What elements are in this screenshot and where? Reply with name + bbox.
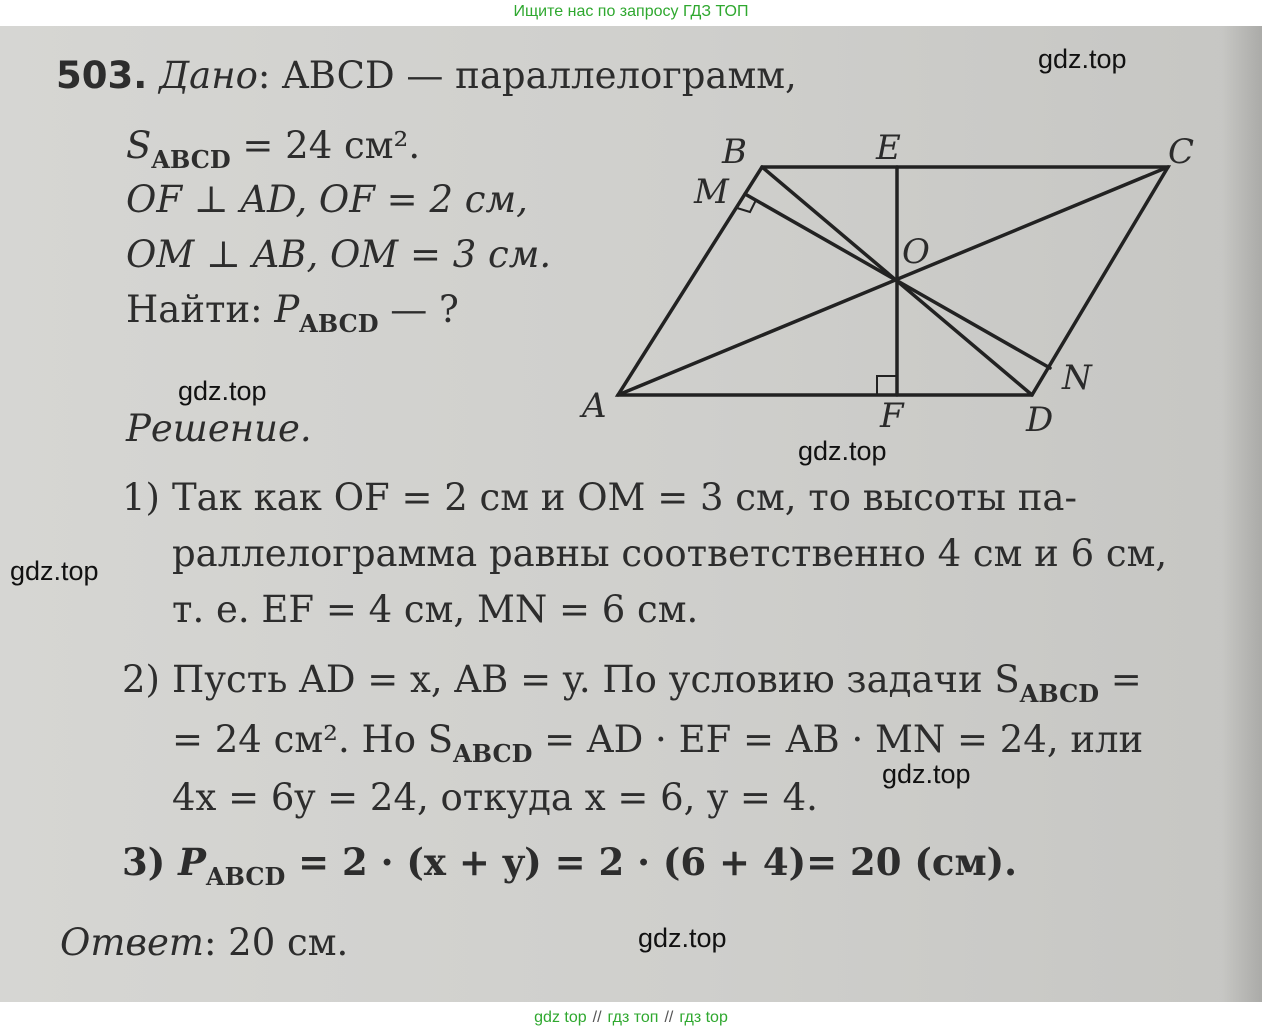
watermark: gdz.top xyxy=(10,556,99,586)
textbook-page xyxy=(0,26,1262,1002)
area-condition: $S_{ABCD} = 24$ см². xyxy=(126,124,421,174)
answer-line xyxy=(60,921,348,965)
watermark: gdz.top xyxy=(638,923,727,953)
bottom-link-2[interactable]: гдз топ xyxy=(607,1009,659,1026)
condition-of: OF ⊥ AD, OF = 2 см, xyxy=(126,178,528,221)
step3-line: 3) $P_{ABCD} = 2 \cdot (x + y) = 2 \cdot (6 + 4)= 20$ (см). xyxy=(122,840,1017,891)
label-a: A xyxy=(582,386,607,426)
watermark: gdz.top xyxy=(798,436,887,466)
label-e: E xyxy=(876,128,901,168)
label-o: O xyxy=(902,232,930,272)
step1-number: 1) xyxy=(122,476,160,519)
condition-om: OM ⊥ AB, OM = 3 см. xyxy=(126,233,552,276)
watermark: gdz.top xyxy=(178,376,267,406)
find-line: Найти: $P_{ABCD}$ — ? xyxy=(126,288,459,338)
label-m: M xyxy=(694,172,729,212)
bottom-link-3[interactable]: гдз top xyxy=(679,1009,728,1026)
top-banner: Ищите нас по запросу ГДЗ ТОП xyxy=(513,3,749,20)
watermark: gdz.top xyxy=(882,759,971,789)
answer-label: Ответ xyxy=(60,921,204,964)
label-d: D xyxy=(1026,400,1054,440)
watermark: gdz.top xyxy=(1038,44,1127,74)
step2-line2: = 24 см². Но $S_{ABCD}$ = AD · EF = AB · MN = 24, или xyxy=(172,718,1144,768)
step1-line3: т. е. EF = 4 см, MN = 6 см. xyxy=(172,588,699,631)
bottom-banner: gdz top // гдз топ // гдз top xyxy=(534,1009,728,1026)
problem-number: 503. xyxy=(56,54,148,97)
answer-text: : 20 см. xyxy=(203,921,349,964)
step1-line2: раллелограмма равны соответственно 4 см и 6 см, xyxy=(172,532,1168,575)
step1-line1: Так как OF = 2 см и OM = 3 см, то высоты па- xyxy=(172,476,1077,519)
given-label: Дано xyxy=(159,54,258,97)
label-c: C xyxy=(1168,132,1195,172)
step2-number: 2) xyxy=(122,658,160,701)
right-angle-f xyxy=(877,376,897,395)
step2-line1: Пусть AD = x, AB = y. По условию задачи $S_{ABCD}$ = xyxy=(172,658,1142,708)
label-n: N xyxy=(1062,358,1092,398)
solution-heading: Решение. xyxy=(126,407,312,450)
step2-line3: 4x = 6y = 24, откуда x = 6, y = 4. xyxy=(172,776,818,819)
given-text: : ABCD — параллелограмм, xyxy=(257,54,797,97)
bottom-link-1[interactable]: gdz top xyxy=(534,1009,587,1026)
label-f: F xyxy=(880,396,904,436)
label-b: B xyxy=(722,132,747,172)
